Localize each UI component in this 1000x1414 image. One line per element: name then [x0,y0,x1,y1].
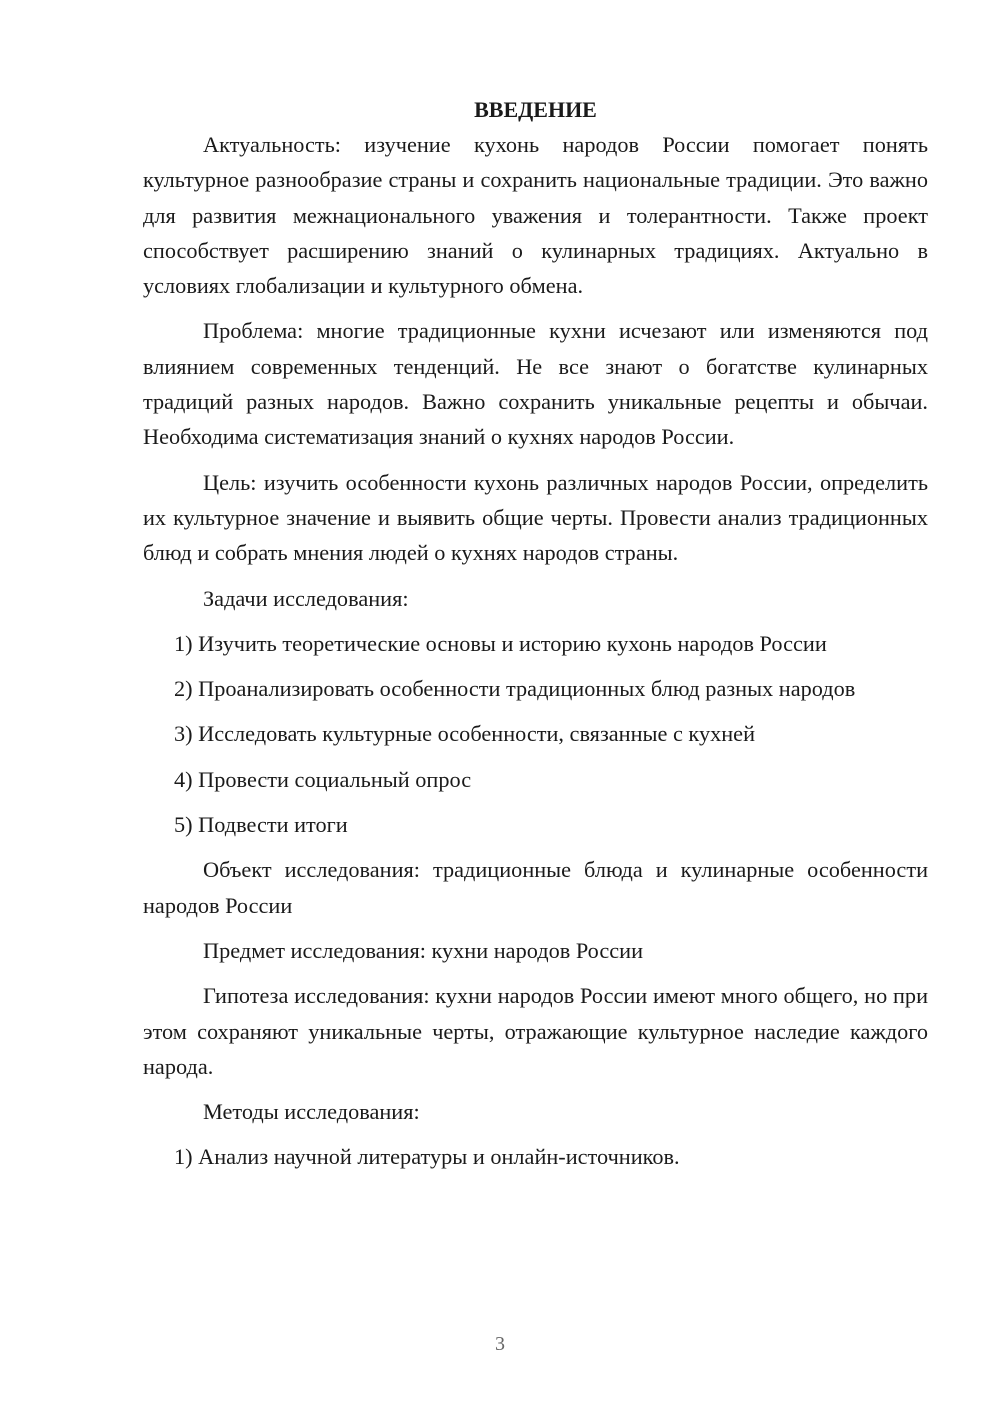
hypothesis-paragraph: Гипотеза исследования: кухни народов России имеют много общего, но при этом сохраняют уникальные черты, отражающие культурное наследие каждого народа. [143,983,928,1079]
methods-heading: Методы исследования: [203,1099,420,1125]
tasks-heading: Задачи исследования: [203,585,409,611]
list-item: 2) Проанализировать особенности традиционных блюд разных народов [174,676,856,702]
relevance-paragraph: Актуальность: изучение кухонь народов России помогает понять культурное разнообразие страны и сохранить национальные традиции. Это важно для развития межнационального уважения и толерантности. Также проект способствует расширению знаний о кулинарных традициях. Актуально в условиях глобализации и культурного обмена. [143,132,928,299]
list-item: 1) Анализ научной литературы и онлайн-источников. [174,1144,680,1170]
document-body [143,92,928,1175]
goal-paragraph: Цель: изучить особенности кухонь различных народов России, определить их культурное значение и выявить общие черты. Провести анализ традиционных блюд и собрать мнения людей о кухнях народов страны. [143,469,928,566]
object-paragraph: Объект исследования: традиционные блюда и кулинарные особенности народов России [143,857,928,918]
list-item: 5) Подвести итоги [174,812,348,838]
page-number: 3 [495,1333,505,1355]
list-item: 4) Провести социальный опрос [174,766,472,792]
problem-paragraph: Проблема: многие традиционные кухни исчезают или изменяются под влиянием современных тенденций. Не все знают о богатстве кулинарных традиций разных народов. Важно сохранить уникальные рецепты и обычаи. Необходима систематизация знаний о кухнях народов России. [143,318,928,450]
section-heading: ВВЕДЕНИЕ [474,97,597,122]
list-item: 1) Изучить теоретические основы и историю кухонь народов России [174,630,827,656]
list-item: 3) Исследовать культурные особенности, связанные с кухней [174,721,756,747]
subject-paragraph: Предмет исследования: кухни народов России [203,937,644,963]
